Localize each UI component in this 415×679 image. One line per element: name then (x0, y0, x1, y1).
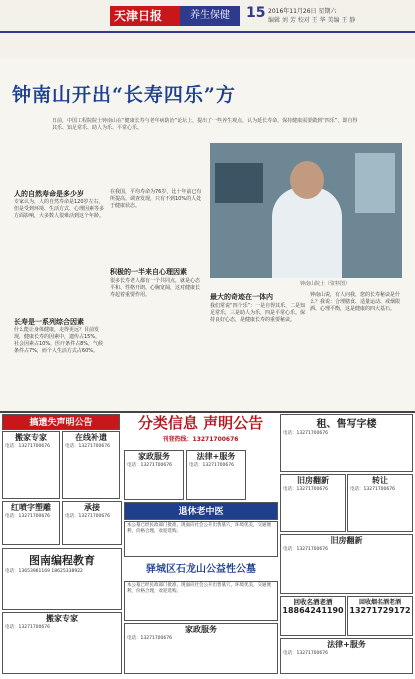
ad-title: 租、售写字楼 (316, 419, 377, 430)
ad-box (124, 623, 278, 674)
masthead: 天津日报 (110, 6, 228, 26)
ad-title: 在线补遗 (75, 433, 107, 442)
ad-box (280, 638, 413, 674)
ad-title: 退休老中医 (178, 507, 224, 517)
ad-edu (2, 548, 122, 610)
ad-body: 电话：13271700676 (65, 514, 110, 519)
subheading: 积极的一半来自心理因素 (110, 268, 187, 276)
photo-caption: 钟南山院士（资料图） (300, 281, 351, 287)
issue-date: 2016年11月26日 星期六 (268, 8, 337, 15)
ad-body: 电话：13271700676 (5, 444, 50, 449)
header-rule (0, 31, 415, 33)
ad-title: 法律+服务 (327, 640, 366, 649)
ad-title: 家政服务 (138, 452, 170, 461)
ad-box (280, 414, 413, 472)
ad-box (2, 501, 60, 545)
ad-box (62, 431, 120, 499)
ad-title: 搬家专家 (15, 433, 47, 442)
ad-box (124, 581, 278, 621)
photo-monitor (215, 163, 263, 203)
page-number: 15 (246, 5, 266, 21)
photo-xray (355, 153, 395, 213)
ad-body: 电话：13271700676 (283, 547, 328, 552)
ad-recycle (347, 596, 413, 636)
ads-hotline-box (124, 434, 277, 448)
ad-title: 转让 (372, 476, 388, 485)
section-label: 养生保健 (180, 6, 240, 26)
ad-recycle-title: 回收名酒老酒 (293, 598, 333, 606)
ad-box (2, 612, 122, 674)
photo-coat (272, 187, 342, 278)
ad-recycle (280, 596, 346, 636)
ad-notice-text: 驿城区石龙山公益性公墓 (146, 564, 256, 575)
ad-title: 承接 (84, 503, 100, 512)
ads-title: 分类信息 声明公告 (137, 414, 264, 432)
ad-left-header-text: 搞遗失声明公告 (29, 418, 93, 428)
article-body: 在我国，平均寿命为76岁，比十年前已有所提高。调查发现，只有不到10%的人处于健康状态。 (110, 189, 202, 209)
ad-recycle-phone: 18864241190 (282, 606, 344, 615)
ad-body: 本公墓已经民政部门批准，现面向社会公开出售墓穴，环境优美，交通便利，价格合理，欢迎选购。 (127, 523, 271, 534)
ad-body: 电话：13271700676 (65, 444, 110, 449)
article-lead: 日前，中国工程院院士钟南山在“健康长寿与老年病防治”论坛上，提出了一些养生观点，认为延长寿命、保持健康需要做到“四乐”，即自得其乐、知足常乐、助人为乐、平常心乐。 (52, 118, 358, 131)
article-body: 我们常说“四个乐”：一是自得其乐，二是知足常乐，三是助人为乐，四是平常心乐。保持良好心态，是健康长寿的重要秘诀。 (210, 303, 306, 323)
ad-box (2, 431, 60, 499)
ad-recycle-phone: 13271729172 (349, 606, 411, 615)
photo-face (290, 161, 324, 199)
article-body: 专家认为，人的自然寿命是120岁左右，但是受到环境、生活方式、心理因素等多方面影响，大多数人很难活到这个年龄。 (14, 199, 105, 219)
ad-box (280, 474, 346, 532)
article-body: 很多长寿老人都有一个共同点，就是心态平和、性格开朗、心胸宽阔，这对健康长寿起着重要作用。 (110, 278, 201, 298)
ad-body: 电话：13271700676 (283, 487, 328, 492)
ad-left-header (2, 414, 120, 430)
ad-title: 红喷字塑雕 (11, 503, 51, 512)
article-body: 钟南山说，有人问我，您的长寿秘诀是什么？我说：合理膳食、适量运动、戒烟限酒、心理平衡，这是健康的四大基石。 (310, 292, 401, 312)
ads-hotline: 刊登热线：13271700676 (162, 436, 239, 443)
ad-body: 电话：13271700676 (127, 636, 172, 641)
article-headline: 钟南山开出“长寿四乐”方 (12, 84, 236, 106)
ad-box (280, 534, 413, 594)
ad-body: 电话：13271700676 (350, 487, 395, 492)
subheading: 人的自然寿命是多少岁 (14, 190, 84, 198)
ad-title: 家政服务 (185, 625, 217, 634)
page-header (0, 0, 415, 58)
editor-credits: 编辑 刘 芳 校对 王 华 美编 王 静 (268, 17, 356, 24)
ad-title: 旧房翻新 (297, 476, 329, 485)
ad-recycle-title: 回收烟名酒老酒 (358, 599, 401, 606)
ad-body: 电话：13271700676 (5, 625, 50, 630)
ad-box (124, 521, 278, 557)
ad-body: 本公墓已经民政部门批准，现面向社会公开出售墓穴，环境优美，交通便利，价格合理，欢迎选购。 (127, 583, 271, 594)
ad-box (62, 501, 122, 545)
subheading: 最大的奇迹在一体内 (210, 293, 273, 301)
ad-title: 搬家专家 (46, 614, 78, 623)
article-body: 什么能让身体健康，走得更远？目前发现，健康长寿的因素中，遗传占15%，社会因素占10%，医疗条件占8%，气候条件占7%，而个人生活方式占60%。 (14, 327, 104, 354)
ad-title: 旧房翻新 (330, 536, 363, 545)
ad-box (186, 450, 246, 500)
ad-banner (124, 502, 278, 520)
subheading: 长寿是一系列综合因素 (14, 318, 84, 326)
ad-edu-phone: 电话：13653961169 18625338922 (5, 569, 83, 574)
ad-body: 电话：13271700676 (127, 463, 172, 468)
ad-edu-title: 图南编程教育 (29, 554, 95, 567)
ad-body: 电话：13271700676 (5, 514, 50, 519)
doctor-photo (210, 143, 402, 278)
ad-notice-title (124, 560, 278, 580)
ad-box (347, 474, 413, 532)
ad-title: 法律+服务 (196, 452, 236, 461)
ad-box (124, 450, 184, 500)
ad-body: 电话：13271700676 (189, 463, 234, 468)
ad-body: 电话：13271700676 (283, 651, 328, 656)
ad-body: 电话：13271700676 (283, 431, 328, 436)
